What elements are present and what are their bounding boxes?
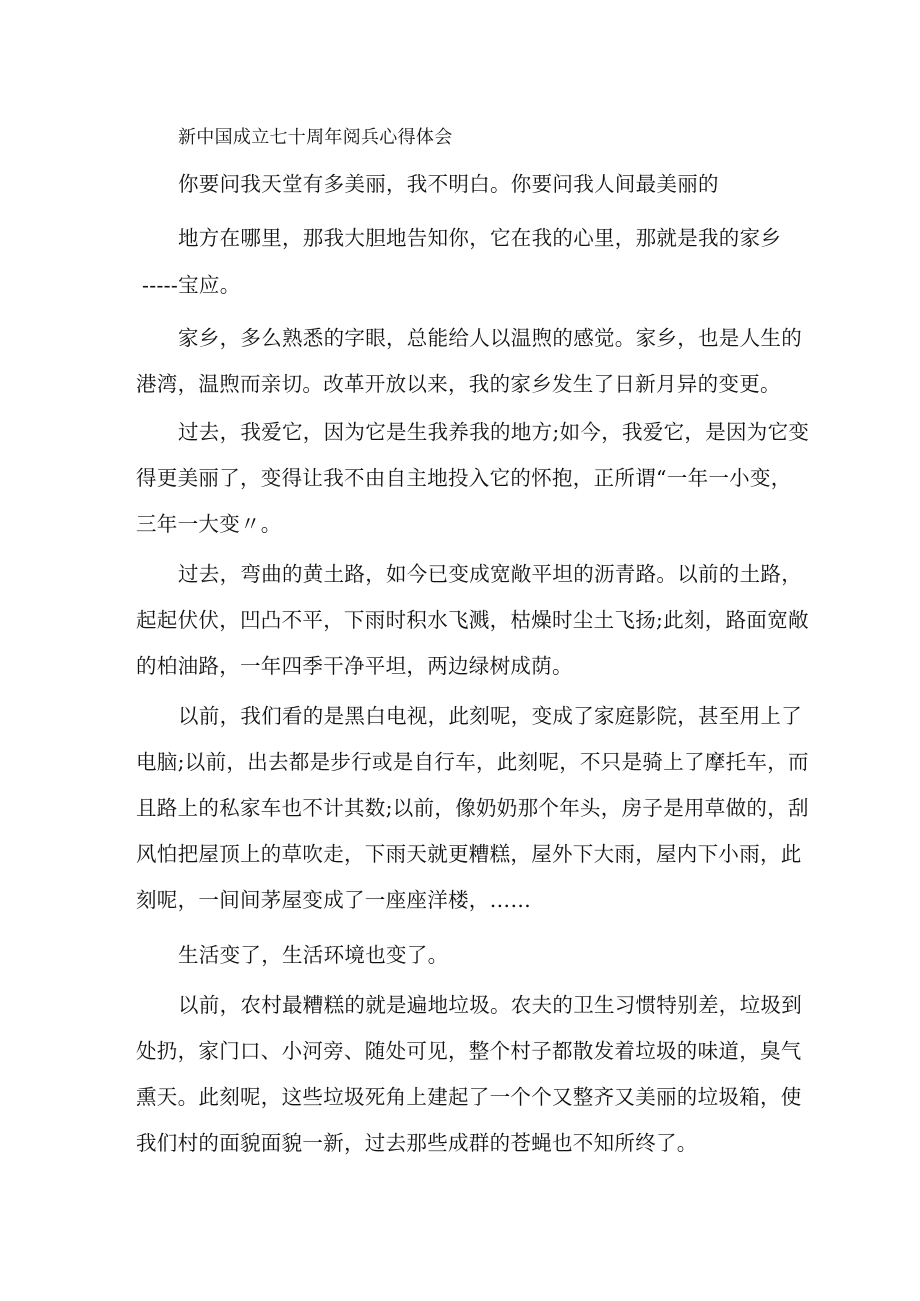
text-line: 以前，我们看的是黑白电视，此刻呢，变成了家庭影院，甚至用上了 <box>178 704 802 728</box>
paragraph-2 <box>178 215 828 261</box>
text-line: 生活变了，生活环境也变了。 <box>178 943 449 967</box>
paragraph-8 <box>136 932 786 978</box>
text-line: 过去，弯曲的黄土路，如今已变成宽敞平坦的沥青路。以前的土路， <box>178 562 802 586</box>
paragraph-6 <box>136 551 809 689</box>
paragraph-3 <box>142 262 792 308</box>
text-line: 我们村的面貌面貌一新，过去那些成群的苍蝇也不知所终了。 <box>136 1131 698 1155</box>
paragraph-9 <box>136 982 802 1166</box>
text-line: 家乡，多么熟悉的字眼，总能给人以温煦的感觉。家乡，也是人生的 <box>178 326 802 350</box>
text-line: 港湾，温煦而亲切。改革开放以来，我的家乡发生了日新月异的变更。 <box>136 372 781 396</box>
paragraph-7 <box>136 693 809 923</box>
text-line: 电脑;以前，出去都是步行或是自行车，此刻呢，不只是骑上了摩托车，而 <box>136 750 809 774</box>
paragraph-1 <box>178 161 828 207</box>
text-line: 得更美丽了，变得让我不由自主地投入它的怀抱，正所谓“一年一小变， <box>136 466 792 490</box>
document-title: 新中国成立七十周年阅兵心得体会 <box>178 127 453 148</box>
text-line: 以前，农村最糟糕的就是遍地垃圾。农夫的卫生习惯特别差，垃圾到 <box>178 993 802 1017</box>
text-line: 三年一大变〃。 <box>136 512 282 536</box>
text-line: -----宝应。 <box>142 273 241 297</box>
text-line: 起起伏伏，凹凸不平，下雨时积水飞溅，枯燥时尘土飞扬;此刻，路面宽敞 <box>136 608 809 632</box>
text-line: 你要问我天堂有多美丽，我不明白。你要问我人间最美丽的 <box>178 172 719 196</box>
paragraph-4 <box>136 315 802 407</box>
text-line: 刻呢，一间间茅屋变成了一座座洋楼，…… <box>136 888 532 912</box>
text-line: 地方在哪里，那我大胆地告知你，它在我的心里，那就是我的家乡 <box>178 226 782 250</box>
text-line: 处扔，家门口、小河旁、随处可见，整个村子都散发着垃圾的味道，臭气 <box>136 1039 802 1063</box>
paragraph-5 <box>136 409 810 547</box>
text-line: 风怕把屋顶上的草吹走，下雨天就更糟糕，屋外下大雨，屋内下小雨，此 <box>136 842 802 866</box>
text-line: 的柏油路，一年四季干净平坦，两边绿树成荫。 <box>136 654 573 678</box>
text-line: 且路上的私家车也不计其数;以前，像奶奶那个年头，房子是用草做的，刮 <box>136 796 809 820</box>
text-line: 熏天。此刻呢，这些垃圾死角上建起了一个个又整齐又美丽的垃圾箱，使 <box>136 1085 802 1109</box>
text-line: 过去，我爱它，因为它是生我养我的地方;如今，我爱它，是因为它变 <box>178 420 810 444</box>
